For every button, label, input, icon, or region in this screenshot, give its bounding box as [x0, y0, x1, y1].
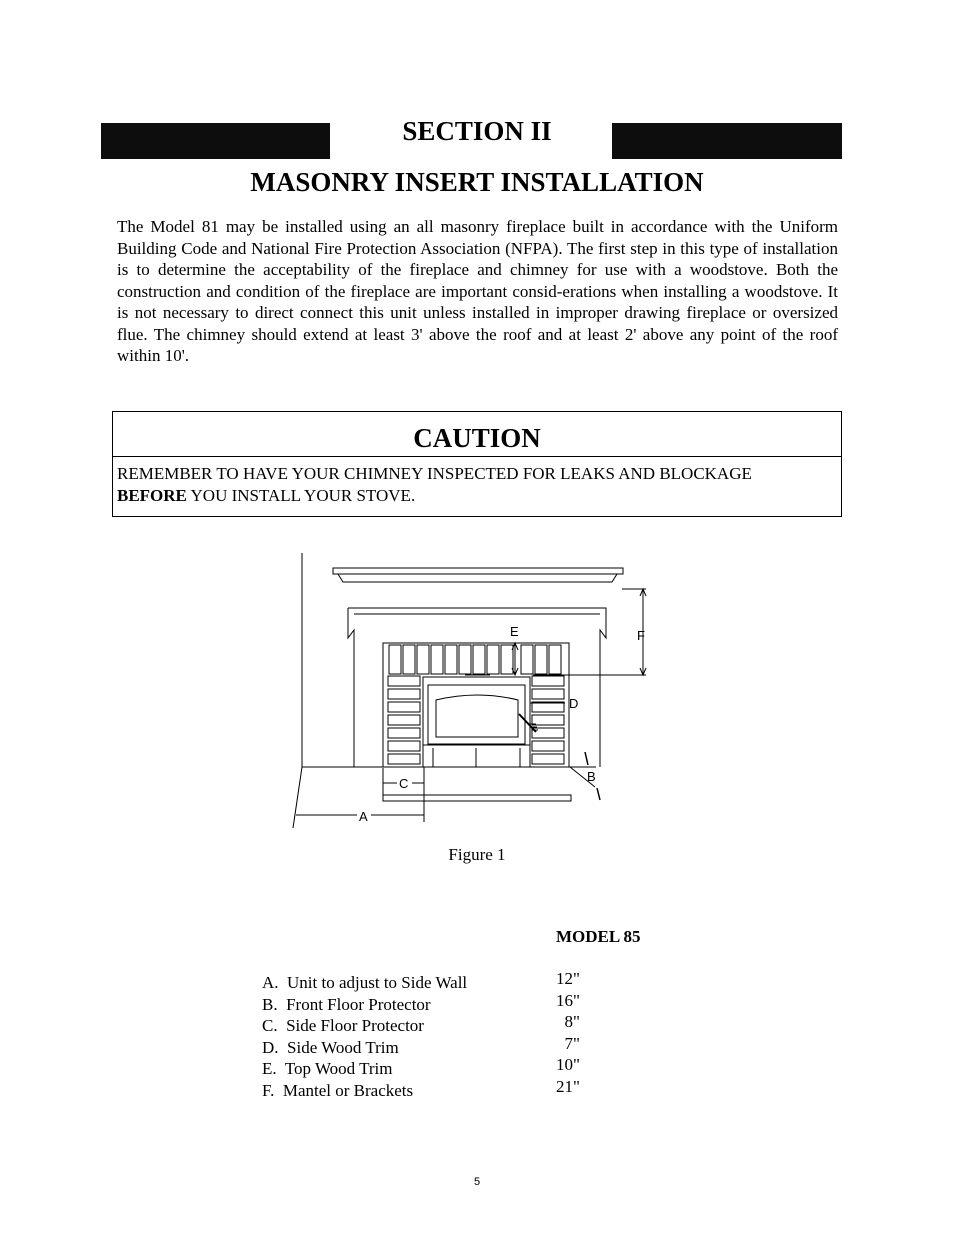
spec-value-a: 12" [556, 969, 580, 988]
spec-value-f: 21" [556, 1076, 580, 1096]
spec-label-a: A. Unit to adjust to Side Wall [262, 973, 468, 992]
spec-value-e: 10" [556, 1055, 580, 1074]
caution-bold-word: BEFORE [117, 485, 187, 505]
section-title: SECTION II [402, 116, 552, 146]
fireplace-surround [348, 608, 606, 767]
page-title: MASONRY INSERT INSTALLATION [250, 167, 704, 197]
mantel-shelf [333, 568, 623, 574]
floor-protector [383, 795, 571, 801]
intro-paragraph: The Model 81 may be installed using an all masonry fireplace built in accordance with the Uniform Building Code and National Fire Protection Association (NFPA). The first step in this type of installation is to determine the acceptability of the fireplace and chimney for use with a woodstove. Both the construction and condition of the fireplace are important consid-erations when installing a woodstove. It is not necessary to direct connect this unit unless installed in improper drawing fireplace or oversized flue. The chimney should extend at least 3' above the roof and at least 2' above any point of the roof within 10'. [117, 217, 838, 365]
top-bricks [389, 645, 561, 674]
model-heading: MODEL 85 [556, 927, 641, 946]
caution-line: REMEMBER TO HAVE YOUR CHIMNEY INSPECTED FOR LEAKS AND BLOCKAGE [117, 464, 752, 483]
label-b: B [587, 769, 596, 784]
right-side-bricks [532, 676, 564, 764]
spec-label-b: B. Front Floor Protector [262, 994, 431, 1014]
spec-label-d: D. Side Wood Trim [262, 1037, 399, 1057]
spec-value-b: 16" [556, 990, 580, 1010]
insert-window [436, 695, 518, 737]
spec-label-f: F. Mantel or Brackets [262, 1080, 414, 1100]
label-f: F [637, 628, 645, 643]
spec-values [556, 968, 580, 1097]
figure-caption: Figure 1 [448, 845, 506, 864]
wall-bevel [293, 767, 302, 828]
spec-label-e: E. Top Wood Trim [262, 1059, 393, 1078]
caution-rest: YOU INSTALL YOUR STOVE. [186, 485, 416, 505]
insert-door-frame [428, 685, 525, 744]
label-a: A [359, 809, 368, 824]
dim-b-mark-top [585, 752, 588, 765]
page-number: 5 [473, 1176, 481, 1188]
spec-list [262, 972, 467, 1101]
label-e: E [510, 624, 519, 639]
label-d: D [569, 696, 579, 711]
spec-label-c: C. Side Floor Protector [262, 1016, 424, 1035]
door-handle [519, 714, 536, 732]
mantel-molding [338, 574, 617, 582]
label-c: C [399, 776, 409, 791]
caution-heading: CAUTION [113, 412, 841, 457]
left-side-bricks [388, 676, 420, 764]
spec-value-c: 8" [556, 1012, 580, 1031]
dim-b-mark-bottom [597, 788, 600, 800]
spec-value-d: 7" [556, 1033, 580, 1053]
